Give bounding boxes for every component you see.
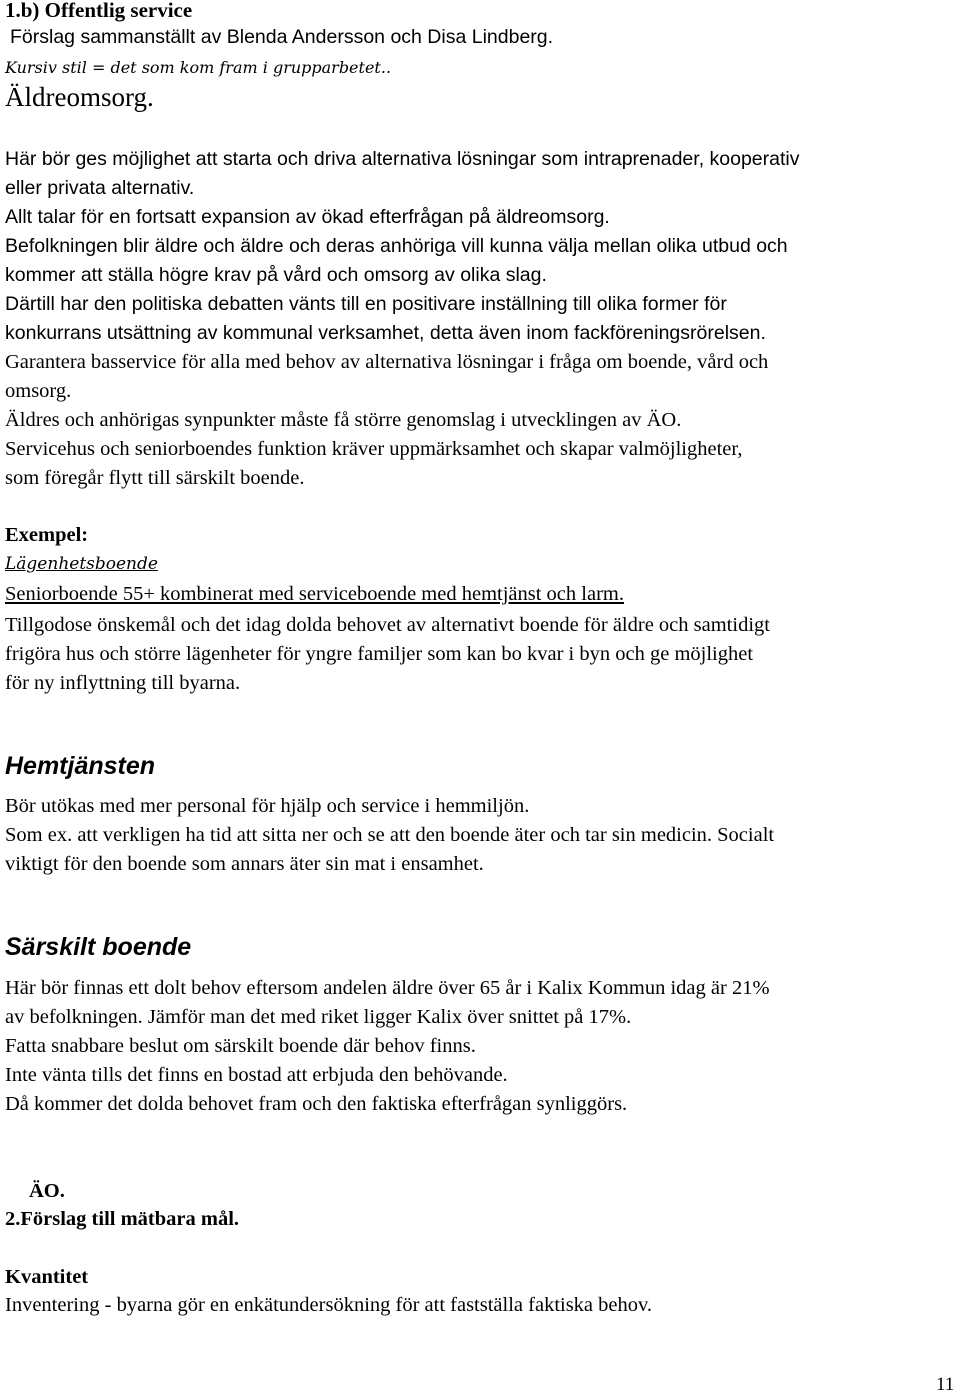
body-line: frigöra hus och större lägenheter för yngre familjer som kan bo kvar i byn och ge möjlighet	[5, 643, 754, 665]
body-line: eller privata alternativ.	[5, 177, 195, 199]
exempel-body	[5, 611, 770, 698]
body-line: Bör utökas med mer personal för hjälp och service i hemmiljön.	[5, 795, 530, 817]
body-line: Därtill har den politiska debatten vänts till en positivare inställning till olika former för	[5, 293, 727, 315]
ao-label: ÄO.	[29, 1180, 65, 1202]
seniorboende-line: Seniorboende 55+ kombinerat med serviceboende med hemtjänst och larm.	[5, 583, 624, 605]
body-line: Tillgodose önskemål och det idag dolda behovet av alternativt boende för äldre och samtidigt	[5, 614, 770, 636]
sarskilt-boende-body	[5, 974, 770, 1119]
aldreomsorg-heading: Äldreomsorg.	[5, 82, 154, 112]
lagenhetsboende-subheading: Lägenhetsboende	[5, 554, 158, 574]
hemtjansten-body	[5, 792, 774, 879]
body-line: viktigt för den boende som annars äter sin mat i ensamhet.	[5, 853, 484, 875]
body-line: omsorg.	[5, 380, 72, 402]
aldreomsorg-body	[5, 145, 800, 493]
forslag-heading: 2.Förslag till mätbara mål.	[5, 1208, 240, 1230]
body-line: kommer att ställa högre krav på vård och omsorg av olika slag.	[5, 264, 547, 286]
exempel-heading: Exempel:	[5, 524, 89, 546]
body-line: Äldres och anhörigas synpunkter måste få större genomslag i utvecklingen av ÄO.	[5, 409, 682, 431]
page-number: 11	[936, 1374, 955, 1395]
authors-line: Förslag sammanställt av Blenda Andersson och Disa Lindberg.	[10, 26, 554, 48]
body-line: av befolkningen. Jämför man det med riket ligger Kalix över snittet på 17%.	[5, 1006, 632, 1028]
body-line: för ny inflyttning till byarna.	[5, 672, 241, 694]
body-line: Fatta snabbare beslut om särskilt boende där behov finns.	[5, 1035, 476, 1057]
body-line: Garantera basservice för alla med behov av alternativa lösningar i fråga om boende, vård och	[5, 351, 769, 373]
body-line: Här bör ges möjlighet att starta och driva alternativa lösningar som intraprenader, kooperativ	[5, 148, 800, 170]
body-line: Servicehus och seniorboendes funktion kräver uppmärksamhet och skapar valmöjligheter,	[5, 438, 743, 460]
body-line: Allt talar för en fortsatt expansion av ökad efterfrågan på äldreomsorg.	[5, 206, 610, 228]
body-line: Befolkningen blir äldre och äldre och deras anhöriga vill kunna välja mellan olika utbud och	[5, 235, 788, 257]
body-line: Här bör finnas ett dolt behov eftersom andelen äldre över 65 år i Kalix Kommun idag är 21%	[5, 977, 770, 999]
body-line: Som ex. att verkligen ha tid att sitta ner och se att den boende äter och tar sin medicin. Socialt	[5, 824, 775, 846]
body-line: Då kommer det dolda behovet fram och den faktiska efterfrågan synliggörs.	[5, 1093, 628, 1115]
kvantitet-heading: Kvantitet	[5, 1266, 89, 1288]
section-heading: 1.b) Offentlig service	[5, 0, 193, 22]
body-line: konkurrans utsättning av kommunal verksamhet, detta även inom fackföreningsrörelsen.	[5, 322, 766, 344]
hemtjansten-heading: Hemtjänsten	[5, 752, 156, 780]
body-line: som föregår flytt till särskilt boende.	[5, 467, 305, 489]
italic-note: Kursiv stil = det som kom fram i grupparbetet..	[5, 58, 392, 77]
body-line: Inte vänta tills det finns en bostad att erbjuda den behövande.	[5, 1064, 508, 1086]
kvantitet-line: Inventering - byarna gör en enkätundersökning för att fastställa faktiska behov.	[5, 1294, 653, 1316]
sarskilt-boende-heading: Särskilt boende	[5, 933, 192, 961]
